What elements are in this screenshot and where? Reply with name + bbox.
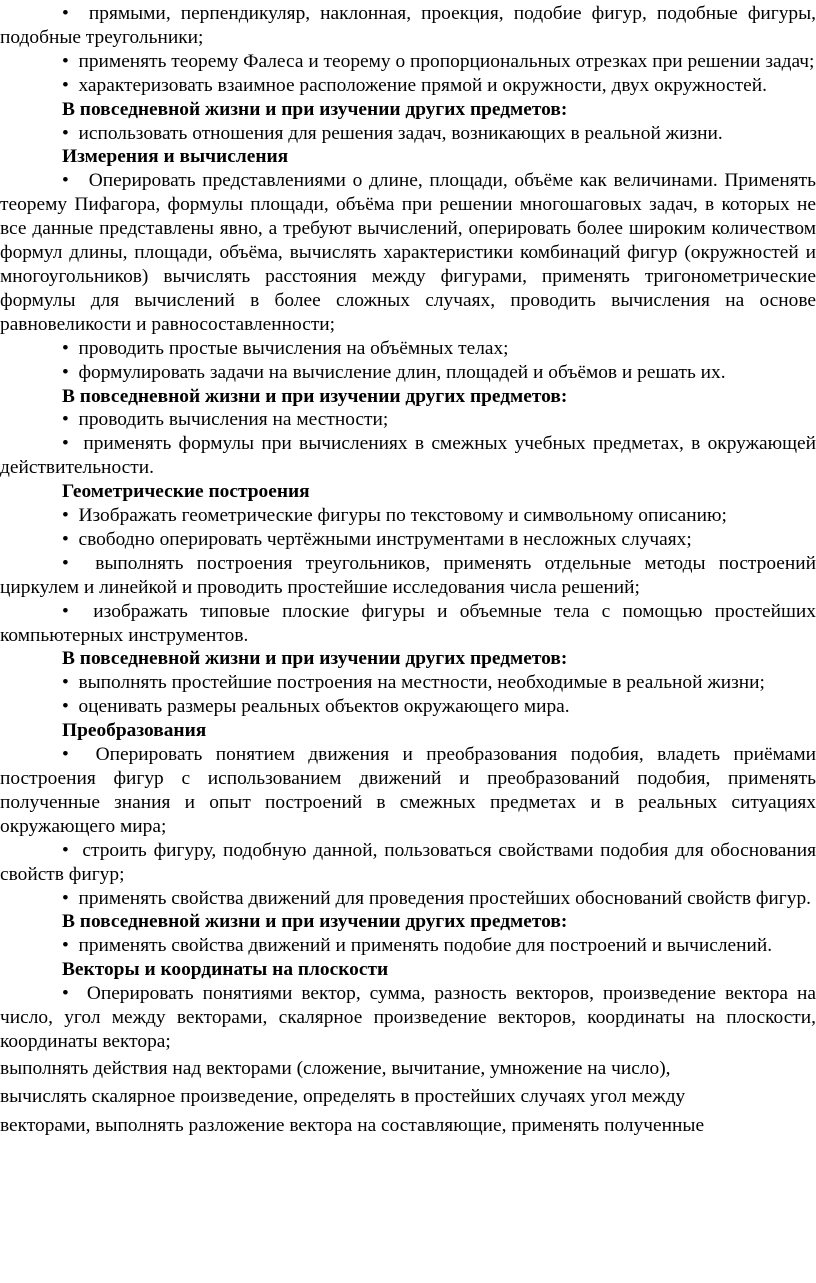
bullet-item: • выполнять построения треугольников, применять отдельные методы построений циркулем и линейкой и проводить простейшие исследования числа решений; <box>0 552 816 600</box>
text-line: вычислять скалярное произведение, определять в простейших случаях угол между <box>0 1086 686 1108</box>
bullet-item: • Оперировать представлениями о длине, площади, объёме как величинами. Применять теорему Пифагора, формулы площади, объёма при решении многошаговых задач, в которых не все данные представлены явно, а требуют вычислений, оперировать более широким количеством формул длины, площади, объёма, вычислять характеристики комбинаций фигур (окружностей и многоугольников) вычислять расстояния между фигурами, применять тригонометрические формулы для вычислений в более сложных случаях, проводить вычисления на основе равновеликости и равносоставленности; <box>0 169 816 336</box>
bullet-item: • Изображать геометрические фигуры по текстовому и символьному описанию; <box>0 504 816 528</box>
bullet-item: • формулировать задачи на вычисление длин, площадей и объёмов и решать их. <box>0 361 816 385</box>
bullet-item: • свободно оперировать чертёжными инструментами в несложных случаях; <box>0 528 816 552</box>
bullet-item: • выполнять простейшие построения на местности, необходимые в реальной жизни; <box>0 671 816 695</box>
section-heading: В повседневной жизни и при изучении других предметов: <box>62 911 568 933</box>
bullet-item: • Оперировать понятиями вектор, сумма, разность векторов, произведение вектора на число, угол между векторами, скалярное произведение векторов, координаты на плоскости, координаты вектора; <box>0 982 816 1054</box>
bullet-item: • изображать типовые плоские фигуры и объемные тела с помощью простейших компьютерных инструментов. <box>0 600 816 648</box>
text-line: выполнять действия над векторами (сложение, вычитание, умножение на число), <box>0 1057 671 1079</box>
bullet-item: • применять свойства движений и применять подобие для построений и вычислений. <box>0 934 816 958</box>
bullet-item: • строить фигуру, подобную данной, пользоваться свойствами подобия для обоснования свойств фигур; <box>0 839 816 887</box>
bullet-item: • оценивать размеры реальных объектов окружающего мира. <box>0 695 816 719</box>
section-heading: В повседневной жизни и при изучении других предметов: <box>62 385 568 407</box>
bullet-item: • прямыми, перпендикуляр, наклонная, проекция, подобие фигур, подобные фигуры, подобные треугольники; <box>0 2 816 50</box>
section-heading: В повседневной жизни и при изучении других предметов: <box>62 98 568 120</box>
bullet-item: • применять свойства движений для проведения простейших обоснований свойств фигур. <box>0 887 816 911</box>
bullet-item: • применять теорему Фалеса и теорему о пропорциональных отрезках при решении задач; <box>0 50 816 74</box>
bullet-item: • Оперировать понятием движения и преобразования подобия, владеть приёмами построения фигур с использованием движений и преобразований подобия, применять полученные знания и опыт построений в смежных предметах и в реальных ситуациях окружающего мира; <box>0 743 816 839</box>
bullet-item: • применять формулы при вычислениях в смежных учебных предметах, в окружающей действительности. <box>0 432 816 480</box>
bullet-item: • характеризовать взаимное расположение прямой и окружности, двух окружностей. <box>0 74 816 98</box>
text-line: векторами, выполнять разложение вектора на составляющие, применять полученные <box>0 1114 705 1136</box>
section-heading: Измерения и вычисления <box>62 146 289 168</box>
bullet-item: • проводить простые вычисления на объёмных телах; <box>0 337 816 361</box>
section-heading: Векторы и координаты на плоскости <box>62 959 389 981</box>
bullet-item: • использовать отношения для решения задач, возникающих в реальной жизни. <box>0 122 816 146</box>
bullet-item: • проводить вычисления на местности; <box>0 408 816 432</box>
section-heading: Преобразования <box>62 720 207 742</box>
section-heading: Геометрические построения <box>62 481 310 503</box>
section-heading: В повседневной жизни и при изучении других предметов: <box>62 648 568 670</box>
